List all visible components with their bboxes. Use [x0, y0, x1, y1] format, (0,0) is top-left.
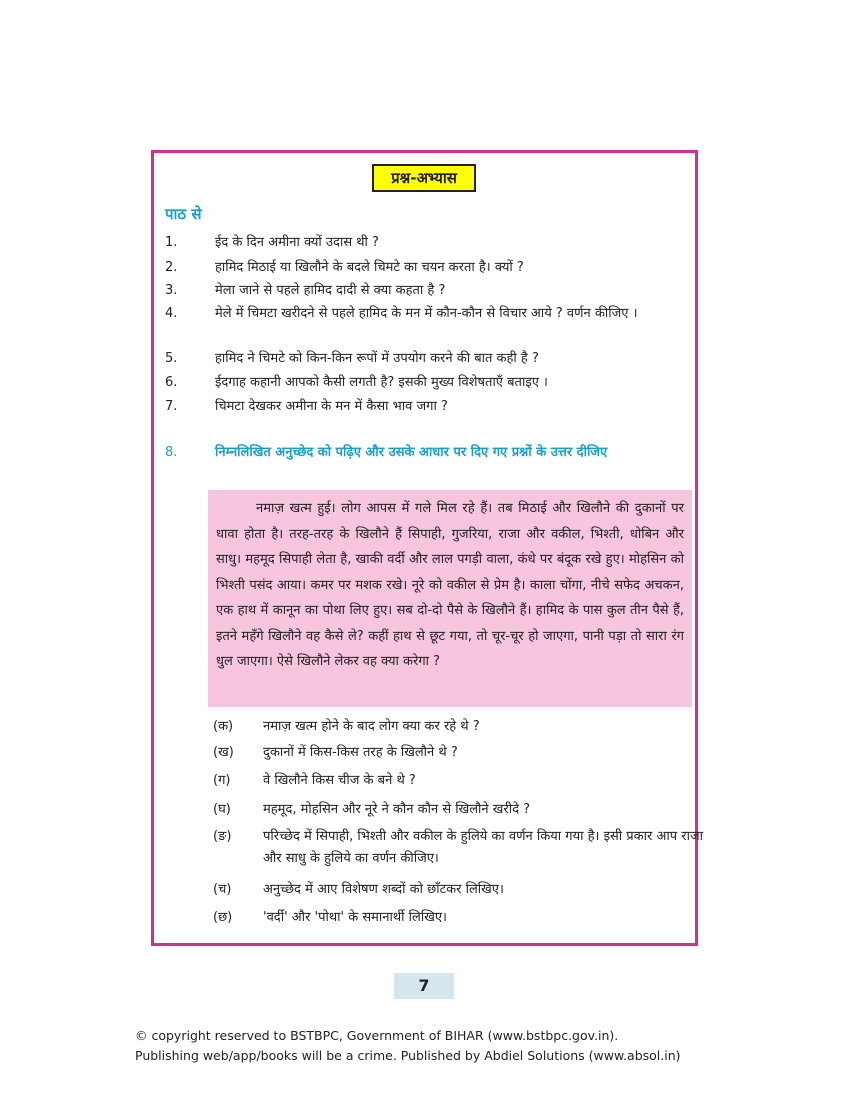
question-number: 1.	[165, 235, 178, 250]
question-number: 6.	[165, 375, 178, 390]
subquestion-label: (घ)	[213, 802, 231, 817]
question-number: 8.	[165, 445, 178, 460]
question-text: निम्नलिखित अनुच्छेद को पढ़िए और उसके आधार पर दिए गए प्रश्नों के उत्तर दीजिए	[215, 445, 608, 460]
question-number: 7.	[165, 399, 178, 414]
subquestion-text: महमूद, मोहसिन और नूरे ने कौन कौन से खिलौने खरीदे ?	[263, 802, 531, 817]
question-number: 4.	[165, 306, 178, 321]
question-number: 3.	[165, 283, 178, 298]
question-text: ईद के दिन अमीना क्यों उदास थी ?	[215, 235, 379, 250]
question-number: 2.	[165, 260, 178, 275]
subquestion-text: दुकानों में किस-किस तरह के खिलौने थे ?	[263, 745, 458, 760]
copyright-notice	[135, 1026, 755, 1066]
question-text: ईदगाह कहानी आपको कैसी लगती है? इसकी मुख्य विशेषताएँ बताइए ।	[215, 375, 548, 390]
passage-box: नमाज़ खत्म हुई। लोग आपस में गले मिल रहे हैं। तब मिठाई और खिलौने की दुकानों पर धावा होता है। तरह-तरह के खिलौने हैं सिपाही, गुजरिया, राजा और वकील, भिश्ती, धोबिन और साधु। महमूद सिपाही लेता है, खाकी वर्दी और लाल पगड़ी वाला, कंधे पर बंदूक रखे हुए। मोहसिन को भिश्ती पसंद आया। कमर पर मशक रखे। नूरे को वकील से प्रेम है। काला चोंगा, नीचे सफेद अचकन, एक हाथ में कानून का पोथा लिए हुए। सब दो-दो पैसे के खिलौने हैं। हामिद के पास कुल तीन पैसे हैं, इतने महँगे खिलौने वह कैसे ले? कहीं हाथ से छूट गया, तो चूर-चूर हो जाएगा, पानी पड़ा तो सारा रंग धुल जाएगा। ऐसे खिलौने लेकर वह क्या करेगा ?	[208, 490, 692, 707]
exercise-heading: प्रश्न-अभ्यास	[372, 164, 476, 192]
subquestion-text: 'वर्दी' और 'पोथा' के समानार्थी लिखिए।	[263, 910, 447, 925]
question-text: मेले में चिमटा खरीदने से पहले हामिद के मन में कौन-कौन से विचार आये ? वर्णन कीजिए ।	[215, 306, 638, 321]
question-text: हामिद ने चिमटे को किन-किन रूपों में उपयोग करने की बात कही है ?	[215, 351, 539, 366]
question-text: चिमटा देखकर अमीना के मन में कैसा भाव जगा ?	[215, 399, 448, 414]
subquestion-label: (ख)	[213, 745, 234, 760]
section-title: पाठ से	[165, 205, 202, 223]
page-number: 7	[394, 973, 454, 999]
question-number: 5.	[165, 351, 178, 366]
subquestion-label: (क)	[213, 719, 234, 734]
subquestion-text: अनुच्छेद में आए विशेषण शब्दों को छाँटकर लिखिए।	[263, 882, 504, 897]
question-text: हामिद मिठाई या खिलौने के बदले चिमटे का चयन करता है। क्यों ?	[215, 260, 524, 275]
subquestion-text: परिच्छेद में सिपाही, भिश्ती और वकील के हुलिये का वर्णन किया गया है। इसी प्रकार आप राजा और साधु के हुलिये का वर्णन कीजिए।	[263, 829, 703, 866]
copyright-line-2: Publishing web/app/books will be a crime. Published by Abdiel Solutions (www.absol.in)	[135, 1048, 681, 1063]
subquestion-label: (छ)	[213, 910, 233, 925]
subquestion-label: (ग)	[213, 773, 231, 788]
copyright-line-1: © copyright reserved to BSTBPC, Government of BIHAR (www.bstbpc.gov.in).	[135, 1028, 619, 1043]
subquestion-label: (च)	[213, 882, 232, 897]
subquestion-text: नमाज़ खत्म होने के बाद लोग क्या कर रहे थे ?	[263, 719, 480, 734]
question-text: मेला जाने से पहले हामिद दादी से क्या कहता है ?	[215, 283, 446, 298]
subquestion-text: वे खिलौने किस चीज के बने थे ?	[263, 773, 416, 788]
subquestion-label: (ङ)	[213, 829, 232, 844]
